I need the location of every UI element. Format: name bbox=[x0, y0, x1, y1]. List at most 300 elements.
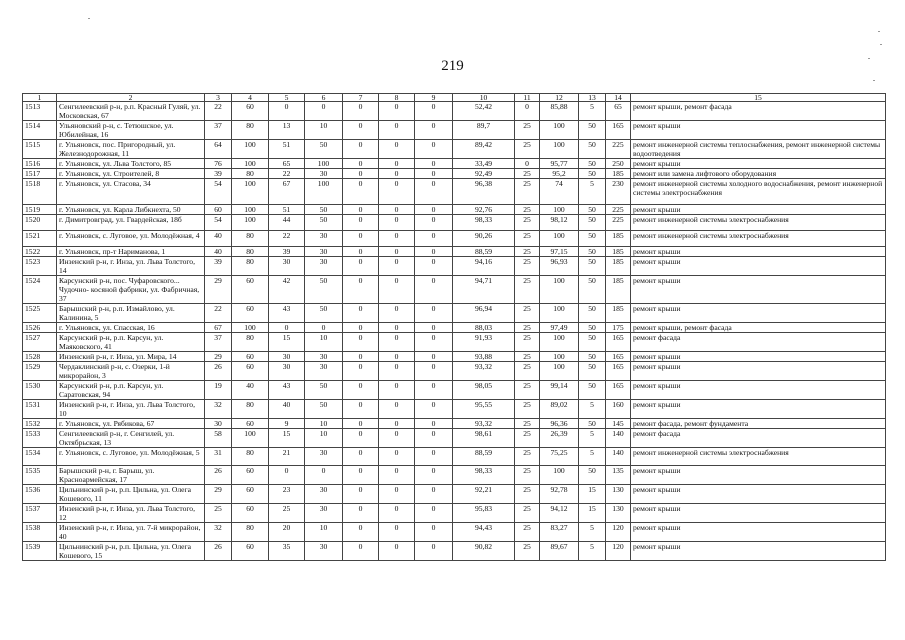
value-cell: 95,83 bbox=[453, 504, 515, 523]
row-number-cell: 1525 bbox=[23, 304, 57, 323]
value-cell: 0 bbox=[415, 466, 453, 485]
value-cell: 0 bbox=[305, 323, 343, 333]
value-cell: 0 bbox=[379, 523, 415, 542]
value-cell: 94,43 bbox=[453, 523, 515, 542]
value-cell: 0 bbox=[379, 352, 415, 362]
row-number-cell: 1527 bbox=[23, 333, 57, 352]
address-cell: Карсунский р-н, пос. Чуфаровского... Чудочно- косяной фабрики, ул. Фабричная, 37 bbox=[57, 276, 205, 304]
value-cell: 130 bbox=[606, 504, 631, 523]
table-row bbox=[23, 247, 886, 257]
value-cell: 225 bbox=[606, 205, 631, 215]
address-cell: г. Ульяновск, с. Луговое, ул. Молодёжная, 4 bbox=[57, 231, 205, 247]
address-cell: г. Ульяновск, с. Луговое, ул. Молодёжная, 5 bbox=[57, 448, 205, 466]
table-row bbox=[23, 121, 886, 140]
value-cell: 50 bbox=[579, 257, 606, 276]
value-cell: 100 bbox=[305, 159, 343, 169]
value-cell: 50 bbox=[579, 304, 606, 323]
value-cell: 58 bbox=[205, 429, 232, 448]
header-cell: 14 bbox=[606, 94, 631, 102]
address-cell: г. Димитровград, ул. Гвардейская, 18б bbox=[57, 215, 205, 231]
address-cell: Инзенский р-н, г. Инза, ул. Льва Толстого, 14 bbox=[57, 257, 205, 276]
value-cell: 30 bbox=[269, 352, 305, 362]
value-cell: 100 bbox=[540, 121, 579, 140]
value-cell: 0 bbox=[415, 121, 453, 140]
value-cell: 120 bbox=[606, 542, 631, 561]
value-cell: 97,49 bbox=[540, 323, 579, 333]
address-cell: Инзенский р-н, г. Инза, ул. Льва Толстого, 10 bbox=[57, 400, 205, 419]
address-cell: Барышский р-н, г. Барыш, ул. Красноармейская, 17 bbox=[57, 466, 205, 485]
row-number-cell: 1534 bbox=[23, 448, 57, 466]
work-type-cell: ремонт крыши bbox=[631, 542, 886, 561]
value-cell: 25 bbox=[515, 121, 540, 140]
header-cell: 2 bbox=[57, 94, 205, 102]
value-cell: 0 bbox=[415, 205, 453, 215]
value-cell: 0 bbox=[343, 466, 379, 485]
value-cell: 22 bbox=[205, 304, 232, 323]
value-cell: 100 bbox=[232, 140, 269, 159]
row-number-cell: 1528 bbox=[23, 352, 57, 362]
value-cell: 0 bbox=[379, 429, 415, 448]
value-cell: 60 bbox=[205, 205, 232, 215]
value-cell: 93,32 bbox=[453, 362, 515, 381]
page-number: 219 bbox=[441, 58, 464, 74]
address-cell: Ульяновский р-н, с. Тетюшское, ул. Юбилейная, 16 bbox=[57, 121, 205, 140]
value-cell: 0 bbox=[305, 102, 343, 121]
work-type-cell: ремонт крыши bbox=[631, 352, 886, 362]
value-cell: 5 bbox=[579, 102, 606, 121]
value-cell: 80 bbox=[232, 448, 269, 466]
value-cell: 25 bbox=[515, 323, 540, 333]
value-cell: 0 bbox=[343, 400, 379, 419]
value-cell: 31 bbox=[205, 448, 232, 466]
table-row bbox=[23, 257, 886, 276]
value-cell: 89,67 bbox=[540, 542, 579, 561]
value-cell: 0 bbox=[343, 121, 379, 140]
value-cell: 10 bbox=[305, 121, 343, 140]
row-number-cell: 1529 bbox=[23, 362, 57, 381]
address-cell: Барышский р-н, р.п. Измайлово, ул. Калинина, 5 bbox=[57, 304, 205, 323]
value-cell: 9 bbox=[269, 419, 305, 429]
value-cell: 25 bbox=[515, 215, 540, 231]
value-cell: 0 bbox=[343, 381, 379, 400]
value-cell: 35 bbox=[269, 542, 305, 561]
value-cell: 0 bbox=[415, 304, 453, 323]
value-cell: 54 bbox=[205, 215, 232, 231]
value-cell: 0 bbox=[343, 362, 379, 381]
scan-speck bbox=[88, 18, 90, 19]
value-cell: 25 bbox=[515, 400, 540, 419]
address-cell: г. Ульяновск, ул. Стасова, 34 bbox=[57, 179, 205, 205]
scan-speck bbox=[873, 80, 875, 81]
value-cell: 89,42 bbox=[453, 140, 515, 159]
value-cell: 25 bbox=[515, 247, 540, 257]
value-cell: 80 bbox=[232, 333, 269, 352]
row-number-cell: 1531 bbox=[23, 400, 57, 419]
value-cell: 0 bbox=[343, 504, 379, 523]
value-cell: 0 bbox=[415, 429, 453, 448]
value-cell: 30 bbox=[205, 419, 232, 429]
value-cell: 50 bbox=[305, 140, 343, 159]
value-cell: 25 bbox=[515, 504, 540, 523]
value-cell: 0 bbox=[343, 215, 379, 231]
value-cell: 80 bbox=[232, 400, 269, 419]
address-cell: Цильнинский р-н, р.п. Цильна, ул. Олега Кошевого, 15 bbox=[57, 542, 205, 561]
value-cell: 30 bbox=[269, 362, 305, 381]
value-cell: 165 bbox=[606, 121, 631, 140]
value-cell: 20 bbox=[269, 523, 305, 542]
value-cell: 15 bbox=[579, 504, 606, 523]
table-row bbox=[23, 215, 886, 231]
value-cell: 100 bbox=[540, 276, 579, 304]
table-row bbox=[23, 419, 886, 429]
value-cell: 5 bbox=[579, 179, 606, 205]
value-cell: 98,33 bbox=[453, 466, 515, 485]
value-cell: 50 bbox=[579, 276, 606, 304]
address-cell: г. Ульяновск, ул. Карла Либкнехта, 50 bbox=[57, 205, 205, 215]
value-cell: 75,25 bbox=[540, 448, 579, 466]
header-cell: 8 bbox=[379, 94, 415, 102]
value-cell: 0 bbox=[343, 485, 379, 504]
value-cell: 92,21 bbox=[453, 485, 515, 504]
value-cell: 0 bbox=[343, 102, 379, 121]
row-number-cell: 1536 bbox=[23, 485, 57, 504]
value-cell: 50 bbox=[579, 140, 606, 159]
value-cell: 25 bbox=[515, 304, 540, 323]
value-cell: 0 bbox=[379, 205, 415, 215]
value-cell: 90,26 bbox=[453, 231, 515, 247]
row-number-cell: 1517 bbox=[23, 169, 57, 179]
value-cell: 80 bbox=[232, 121, 269, 140]
address-cell: Карсунский р-н, р.п. Карсун, ул. Маяковского, 41 bbox=[57, 333, 205, 352]
value-cell: 10 bbox=[305, 419, 343, 429]
value-cell: 50 bbox=[579, 352, 606, 362]
header-cell: 5 bbox=[269, 94, 305, 102]
header-cell: 12 bbox=[540, 94, 579, 102]
table-header-row bbox=[23, 94, 886, 102]
value-cell: 95,2 bbox=[540, 169, 579, 179]
value-cell: 89,7 bbox=[453, 121, 515, 140]
table-row bbox=[23, 362, 886, 381]
table-row bbox=[23, 323, 886, 333]
table-row bbox=[23, 205, 886, 215]
value-cell: 100 bbox=[232, 429, 269, 448]
value-cell: 0 bbox=[379, 102, 415, 121]
value-cell: 93,32 bbox=[453, 419, 515, 429]
table-row bbox=[23, 542, 886, 561]
value-cell: 5 bbox=[579, 448, 606, 466]
row-number-cell: 1522 bbox=[23, 247, 57, 257]
value-cell: 98,12 bbox=[540, 215, 579, 231]
table-row bbox=[23, 485, 886, 504]
value-cell: 0 bbox=[379, 247, 415, 257]
table-row bbox=[23, 381, 886, 400]
value-cell: 100 bbox=[232, 159, 269, 169]
value-cell: 165 bbox=[606, 362, 631, 381]
value-cell: 100 bbox=[540, 333, 579, 352]
value-cell: 0 bbox=[343, 247, 379, 257]
value-cell: 30 bbox=[305, 485, 343, 504]
table-row bbox=[23, 523, 886, 542]
value-cell: 0 bbox=[415, 257, 453, 276]
value-cell: 0 bbox=[415, 504, 453, 523]
value-cell: 29 bbox=[205, 485, 232, 504]
value-cell: 0 bbox=[379, 159, 415, 169]
value-cell: 0 bbox=[343, 448, 379, 466]
work-type-cell: ремонт или замена лифтового оборудования bbox=[631, 169, 886, 179]
address-cell: г. Ульяновск, ул. Спасская, 16 bbox=[57, 323, 205, 333]
value-cell: 25 bbox=[515, 169, 540, 179]
value-cell: 185 bbox=[606, 231, 631, 247]
value-cell: 60 bbox=[232, 304, 269, 323]
value-cell: 88,59 bbox=[453, 247, 515, 257]
value-cell: 30 bbox=[305, 257, 343, 276]
value-cell: 0 bbox=[343, 352, 379, 362]
value-cell: 80 bbox=[232, 169, 269, 179]
value-cell: 60 bbox=[232, 102, 269, 121]
work-type-cell: ремонт фасада, ремонт фундамента bbox=[631, 419, 886, 429]
value-cell: 0 bbox=[343, 542, 379, 561]
value-cell: 10 bbox=[305, 333, 343, 352]
value-cell: 54 bbox=[205, 179, 232, 205]
table-row bbox=[23, 169, 886, 179]
value-cell: 32 bbox=[205, 523, 232, 542]
value-cell: 40 bbox=[269, 400, 305, 419]
value-cell: 25 bbox=[515, 231, 540, 247]
value-cell: 185 bbox=[606, 276, 631, 304]
value-cell: 165 bbox=[606, 333, 631, 352]
value-cell: 0 bbox=[343, 429, 379, 448]
value-cell: 0 bbox=[379, 381, 415, 400]
value-cell: 25 bbox=[515, 485, 540, 504]
value-cell: 0 bbox=[379, 466, 415, 485]
value-cell: 39 bbox=[205, 257, 232, 276]
value-cell: 130 bbox=[606, 485, 631, 504]
value-cell: 140 bbox=[606, 429, 631, 448]
value-cell: 0 bbox=[379, 304, 415, 323]
value-cell: 5 bbox=[579, 400, 606, 419]
work-type-cell: ремонт крыши bbox=[631, 257, 886, 276]
value-cell: 30 bbox=[305, 504, 343, 523]
header-cell: 9 bbox=[415, 94, 453, 102]
value-cell: 0 bbox=[415, 362, 453, 381]
value-cell: 230 bbox=[606, 179, 631, 205]
value-cell: 0 bbox=[343, 169, 379, 179]
value-cell: 60 bbox=[232, 276, 269, 304]
value-cell: 74 bbox=[540, 179, 579, 205]
work-type-cell: ремонт инженерной системы электроснабжения bbox=[631, 448, 886, 466]
header-cell: 15 bbox=[631, 94, 886, 102]
value-cell: 13 bbox=[269, 121, 305, 140]
work-type-cell: ремонт крыши bbox=[631, 381, 886, 400]
work-type-cell: ремонт крыши bbox=[631, 400, 886, 419]
value-cell: 25 bbox=[515, 542, 540, 561]
value-cell: 0 bbox=[415, 485, 453, 504]
value-cell: 100 bbox=[540, 352, 579, 362]
value-cell: 60 bbox=[232, 352, 269, 362]
value-cell: 15 bbox=[269, 333, 305, 352]
value-cell: 26 bbox=[205, 466, 232, 485]
value-cell: 0 bbox=[269, 466, 305, 485]
table-row bbox=[23, 429, 886, 448]
value-cell: 94,71 bbox=[453, 276, 515, 304]
value-cell: 185 bbox=[606, 169, 631, 179]
value-cell: 39 bbox=[269, 247, 305, 257]
value-cell: 26,39 bbox=[540, 429, 579, 448]
value-cell: 21 bbox=[269, 448, 305, 466]
value-cell: 0 bbox=[379, 333, 415, 352]
table-body bbox=[23, 94, 886, 561]
value-cell: 50 bbox=[579, 381, 606, 400]
value-cell: 0 bbox=[379, 169, 415, 179]
value-cell: 25 bbox=[515, 362, 540, 381]
row-number-cell: 1526 bbox=[23, 323, 57, 333]
address-cell: Инзенский р-н, г. Инза, ул. Мира, 14 bbox=[57, 352, 205, 362]
value-cell: 96,38 bbox=[453, 179, 515, 205]
work-type-cell: ремонт крыши bbox=[631, 466, 886, 485]
value-cell: 80 bbox=[232, 247, 269, 257]
value-cell: 40 bbox=[232, 381, 269, 400]
value-cell: 25 bbox=[515, 352, 540, 362]
row-number-cell: 1513 bbox=[23, 102, 57, 121]
value-cell: 0 bbox=[343, 159, 379, 169]
value-cell: 50 bbox=[305, 381, 343, 400]
table-row bbox=[23, 231, 886, 247]
value-cell: 25 bbox=[515, 333, 540, 352]
value-cell: 94,12 bbox=[540, 504, 579, 523]
value-cell: 76 bbox=[205, 159, 232, 169]
value-cell: 60 bbox=[232, 466, 269, 485]
value-cell: 51 bbox=[269, 205, 305, 215]
value-cell: 52,42 bbox=[453, 102, 515, 121]
value-cell: 60 bbox=[232, 542, 269, 561]
address-cell: г. Ульяновск, пр-т Нариманова, 1 bbox=[57, 247, 205, 257]
value-cell: 0 bbox=[415, 323, 453, 333]
value-cell: 25 bbox=[515, 419, 540, 429]
value-cell: 22 bbox=[269, 231, 305, 247]
value-cell: 100 bbox=[540, 362, 579, 381]
header-cell: 3 bbox=[205, 94, 232, 102]
row-number-cell: 1514 bbox=[23, 121, 57, 140]
row-number-cell: 1523 bbox=[23, 257, 57, 276]
row-number-cell: 1530 bbox=[23, 381, 57, 400]
value-cell: 43 bbox=[269, 304, 305, 323]
header-cell: 13 bbox=[579, 94, 606, 102]
value-cell: 10 bbox=[305, 429, 343, 448]
value-cell: 100 bbox=[232, 179, 269, 205]
value-cell: 0 bbox=[415, 400, 453, 419]
work-type-cell: ремонт инженерной системы электроснабжения bbox=[631, 215, 886, 231]
address-cell: Чердаклинский р-н, с. Озерки, 1-й микрорайон, 3 bbox=[57, 362, 205, 381]
table-row bbox=[23, 466, 886, 485]
value-cell: 0 bbox=[415, 419, 453, 429]
value-cell: 0 bbox=[415, 159, 453, 169]
row-number-cell: 1535 bbox=[23, 466, 57, 485]
row-number-cell: 1516 bbox=[23, 159, 57, 169]
table-row bbox=[23, 304, 886, 323]
value-cell: 100 bbox=[540, 304, 579, 323]
value-cell: 100 bbox=[540, 231, 579, 247]
value-cell: 92,49 bbox=[453, 169, 515, 179]
value-cell: 0 bbox=[415, 523, 453, 542]
address-cell: Сенгилеевский р-н, р.п. Красный Гуляй, ул. Московская, 67 bbox=[57, 102, 205, 121]
value-cell: 0 bbox=[415, 333, 453, 352]
value-cell: 25 bbox=[515, 466, 540, 485]
value-cell: 100 bbox=[540, 140, 579, 159]
value-cell: 15 bbox=[269, 429, 305, 448]
value-cell: 90,82 bbox=[453, 542, 515, 561]
value-cell: 25 bbox=[515, 448, 540, 466]
value-cell: 64 bbox=[205, 140, 232, 159]
value-cell: 67 bbox=[205, 323, 232, 333]
value-cell: 0 bbox=[415, 352, 453, 362]
table-row bbox=[23, 400, 886, 419]
table-row bbox=[23, 276, 886, 304]
value-cell: 0 bbox=[415, 169, 453, 179]
table-row bbox=[23, 159, 886, 169]
value-cell: 225 bbox=[606, 215, 631, 231]
row-number-cell: 1518 bbox=[23, 179, 57, 205]
value-cell: 80 bbox=[232, 231, 269, 247]
value-cell: 33,49 bbox=[453, 159, 515, 169]
value-cell: 0 bbox=[379, 448, 415, 466]
work-type-cell: ремонт крыши bbox=[631, 304, 886, 323]
value-cell: 65 bbox=[606, 102, 631, 121]
value-cell: 185 bbox=[606, 257, 631, 276]
value-cell: 37 bbox=[205, 121, 232, 140]
value-cell: 0 bbox=[379, 140, 415, 159]
work-type-cell: ремонт фасада bbox=[631, 333, 886, 352]
value-cell: 88,59 bbox=[453, 448, 515, 466]
value-cell: 99,14 bbox=[540, 381, 579, 400]
value-cell: 145 bbox=[606, 419, 631, 429]
work-type-cell: ремонт крыши bbox=[631, 205, 886, 215]
work-type-cell: ремонт крыши bbox=[631, 276, 886, 304]
value-cell: 0 bbox=[343, 205, 379, 215]
value-cell: 0 bbox=[379, 215, 415, 231]
value-cell: 60 bbox=[232, 419, 269, 429]
value-cell: 96,94 bbox=[453, 304, 515, 323]
value-cell: 50 bbox=[579, 231, 606, 247]
value-cell: 0 bbox=[379, 419, 415, 429]
value-cell: 0 bbox=[343, 523, 379, 542]
work-type-cell: ремонт крыши bbox=[631, 121, 886, 140]
row-number-cell: 1521 bbox=[23, 231, 57, 247]
value-cell: 25 bbox=[515, 205, 540, 215]
value-cell: 50 bbox=[579, 466, 606, 485]
value-cell: 0 bbox=[269, 102, 305, 121]
work-type-cell: ремонт инженерной системы теплоснабжения, ремонт инженерной системы водоотведения bbox=[631, 140, 886, 159]
value-cell: 43 bbox=[269, 381, 305, 400]
value-cell: 0 bbox=[379, 400, 415, 419]
value-cell: 96,93 bbox=[540, 257, 579, 276]
row-number-cell: 1515 bbox=[23, 140, 57, 159]
value-cell: 0 bbox=[343, 323, 379, 333]
value-cell: 25 bbox=[515, 381, 540, 400]
value-cell: 91,93 bbox=[453, 333, 515, 352]
value-cell: 60 bbox=[232, 485, 269, 504]
value-cell: 50 bbox=[579, 121, 606, 140]
value-cell: 50 bbox=[305, 205, 343, 215]
value-cell: 30 bbox=[305, 247, 343, 257]
work-type-cell: ремонт крыши bbox=[631, 523, 886, 542]
value-cell: 67 bbox=[269, 179, 305, 205]
value-cell: 0 bbox=[343, 419, 379, 429]
work-type-cell: ремонт крыши bbox=[631, 485, 886, 504]
value-cell: 185 bbox=[606, 304, 631, 323]
row-number-cell: 1539 bbox=[23, 542, 57, 561]
value-cell: 0 bbox=[269, 323, 305, 333]
value-cell: 89,02 bbox=[540, 400, 579, 419]
